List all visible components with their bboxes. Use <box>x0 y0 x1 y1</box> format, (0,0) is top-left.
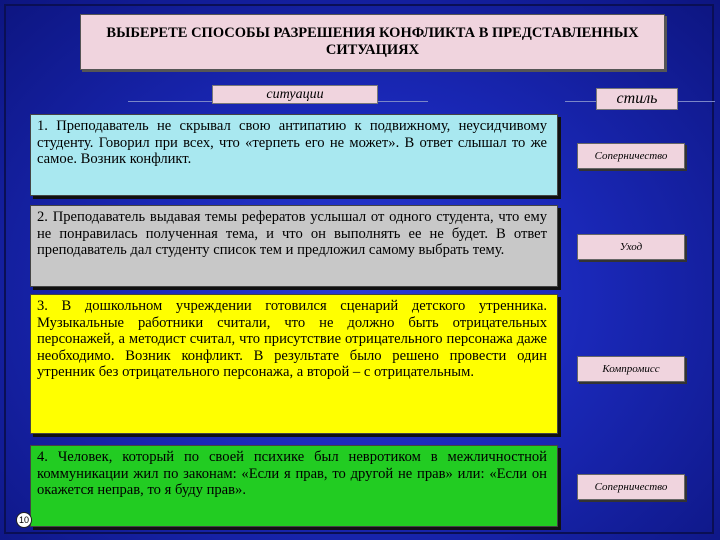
style-answer-3: Компромисс <box>577 356 685 382</box>
situation-4: 4. Человек, который по своей психике был невротиком в межличностной коммуникации жил по законам: «Если я прав, то другой не прав» или: «Если он окажется неправ, то я буду прав». <box>30 445 558 527</box>
style-answer-2: Уход <box>577 234 685 260</box>
page-number-badge: 10 <box>16 512 32 528</box>
style-header: стиль <box>596 88 678 110</box>
slide-title: ВЫБЕРЕТЕ СПОСОБЫ РАЗРЕШЕНИЯ КОНФЛИКТА В ПРЕДСТАВЛЕННЫХ СИТУАЦИЯХ <box>80 14 665 70</box>
situations-header: ситуации <box>212 85 378 104</box>
situation-1: 1. Преподаватель не скрывал свою антипатию к подвижному, неусидчивому студенту. Говорил при всех, что «терпеть его не может». В ответ слышал то же самое. Возник конфликт. <box>30 114 558 196</box>
style-answer-4: Соперничество <box>577 474 685 500</box>
situation-2: 2. Преподаватель выдавая темы рефератов услышал от одного студента, что ему не понравилась полученная тема, и что он выполнять ее не будет. В ответ преподаватель дал студенту список тем и предложил самому выбрать тему. <box>30 205 558 287</box>
situation-3: 3. В дошкольном учреждении готовился сценарий детского утренника. Музыкальные работники считали, что не должно быть отрицательных персонажей, а методист считал, что присутствие отрицательного персонажа даже необходимо. Возник конфликт. В результате было решено провести один утренник без отрицательного персонажа, а второй – с отрицательным. <box>30 294 558 434</box>
style-answer-1: Соперничество <box>577 143 685 169</box>
